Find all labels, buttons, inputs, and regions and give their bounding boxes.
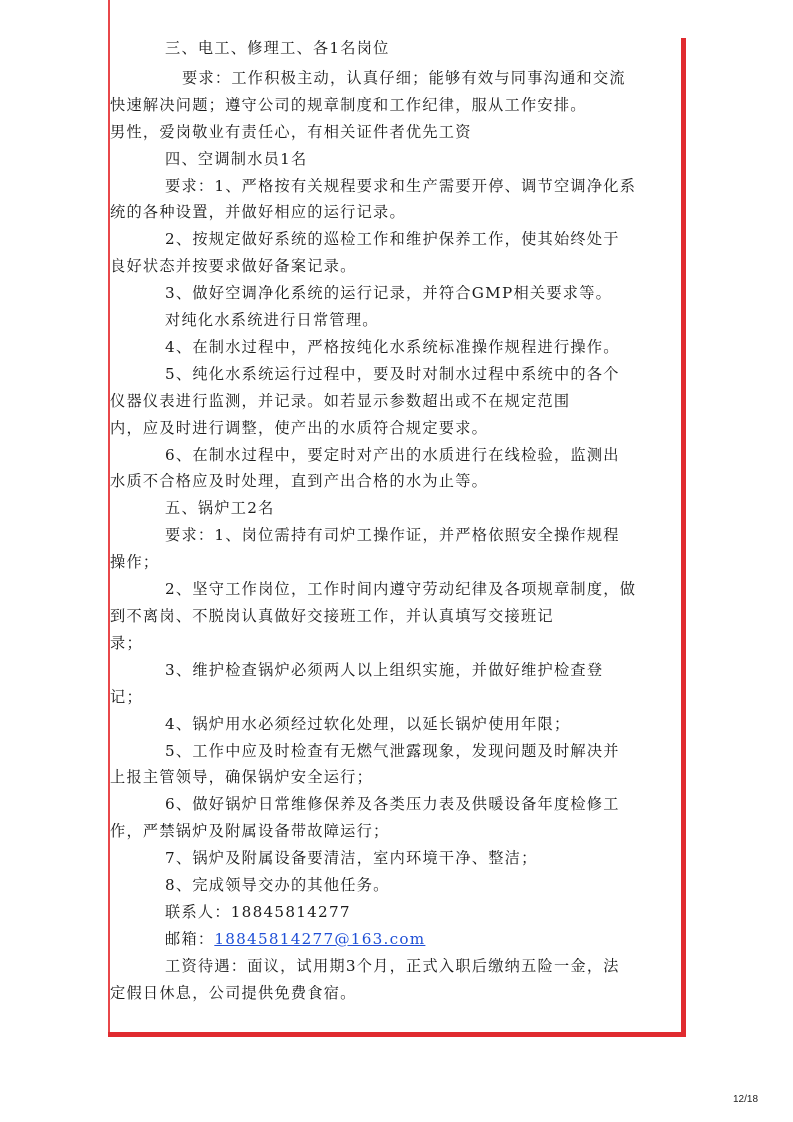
paragraph-line: 3、做好空调净化系统的运行记录，并符合GMP相关要求等。 — [165, 284, 613, 302]
paragraph-line: 2、坚守工作岗位，工作时间内遵守劳动纪律及各项规章制度，做 — [165, 580, 637, 598]
paragraph-line: 统的各种设置，并做好相应的运行记录。 — [110, 203, 406, 221]
paragraph-line: 对纯化水系统进行日常管理。 — [165, 311, 379, 329]
paragraph-line: 5、纯化水系统运行过程中，要及时对制水过程中系统中的各个 — [165, 365, 620, 383]
paragraph-line: 操作； — [110, 553, 160, 571]
paragraph-line: 5、工作中应及时检查有无燃气泄露现象，发现问题及时解决并 — [165, 742, 620, 760]
paragraph-line: 上报主管领导，确保锅炉安全运行； — [110, 768, 373, 786]
paragraph-line: 6、在制水过程中，要定时对产出的水质进行在线检验，监测出 — [165, 446, 620, 464]
page-frame-right-border — [681, 38, 686, 1036]
paragraph-line: 水质不合格应及时处理，直到产出合格的水为止等。 — [110, 472, 489, 490]
salary-line: 定假日休息，公司提供免费食宿。 — [110, 984, 357, 1002]
paragraph-line: 男性，爱岗敬业有责任心，有相关证件者优先工资 — [110, 123, 472, 141]
paragraph-line: 良好状态并按要求做好备案记录。 — [110, 257, 357, 275]
page-number: 12/18 — [733, 1094, 759, 1105]
paragraph-line: 8、完成领导交办的其他任务。 — [165, 876, 390, 894]
paragraph-line: 4、在制水过程中，严格按纯化水系统标准操作规程进行操作。 — [165, 338, 620, 356]
paragraph-line: 要求：1、严格按有关规程要求和生产需要开停、调节空调净化系 — [165, 177, 637, 195]
contact-person-line: 联系人：18845814277 — [165, 903, 351, 921]
paragraph-line: 3、维护检查锅炉必须两人以上组织实施，并做好维护检查登 — [165, 661, 604, 679]
paragraph-line: 2、按规定做好系统的巡检工作和维护保养工作，使其始终处于 — [165, 230, 620, 248]
paragraph-line: 作，严禁锅炉及附属设备带故障运行； — [110, 822, 390, 840]
paragraph-line: 仪器仪表进行监测，并记录。如若显示参数超出或不在规定范围 — [110, 392, 571, 410]
paragraph-line: 内，应及时进行调整，使产出的水质符合规定要求。 — [110, 419, 489, 437]
paragraph-line: 4、锅炉用水必须经过软化处理，以延长锅炉使用年限； — [165, 715, 571, 733]
page-frame-left-border — [108, 0, 110, 1036]
email-label: 邮箱： — [165, 930, 215, 948]
paragraph-line: 记； — [110, 688, 143, 706]
paragraph-line: 到不离岗、不脱岗认真做好交接班工作，并认真填写交接班记 — [110, 607, 554, 625]
section-heading-water-operator: 四、空调制水员1名 — [165, 150, 308, 168]
paragraph-line: 要求：工作积极主动，认真仔细；能够有效与同事沟通和交流 — [182, 69, 626, 87]
paragraph-line: 录； — [110, 634, 143, 652]
page-frame-bottom-border — [108, 1032, 686, 1037]
paragraph-line: 6、做好锅炉日常维修保养及各类压力表及供暖设备年度检修工 — [165, 795, 620, 813]
paragraph-line: 要求：1、岗位需持有司炉工操作证，并严格依照安全操作规程 — [165, 526, 620, 544]
paragraph-line: 快速解决问题；遵守公司的规章制度和工作纪律，服从工作安排。 — [110, 96, 587, 114]
email-link[interactable]: 18845814277@163.com — [214, 930, 426, 948]
section-heading-boiler: 五、锅炉工2名 — [165, 499, 275, 517]
email-line — [165, 929, 425, 949]
paragraph-line: 7、锅炉及附属设备要清洁，室内环境干净、整洁； — [165, 849, 538, 867]
section-heading-electrician: 三、电工、修理工、各1名岗位 — [165, 39, 390, 57]
salary-line: 工资待遇：面议，试用期3个月，正式入职后缴纳五险一金，法 — [165, 957, 620, 975]
